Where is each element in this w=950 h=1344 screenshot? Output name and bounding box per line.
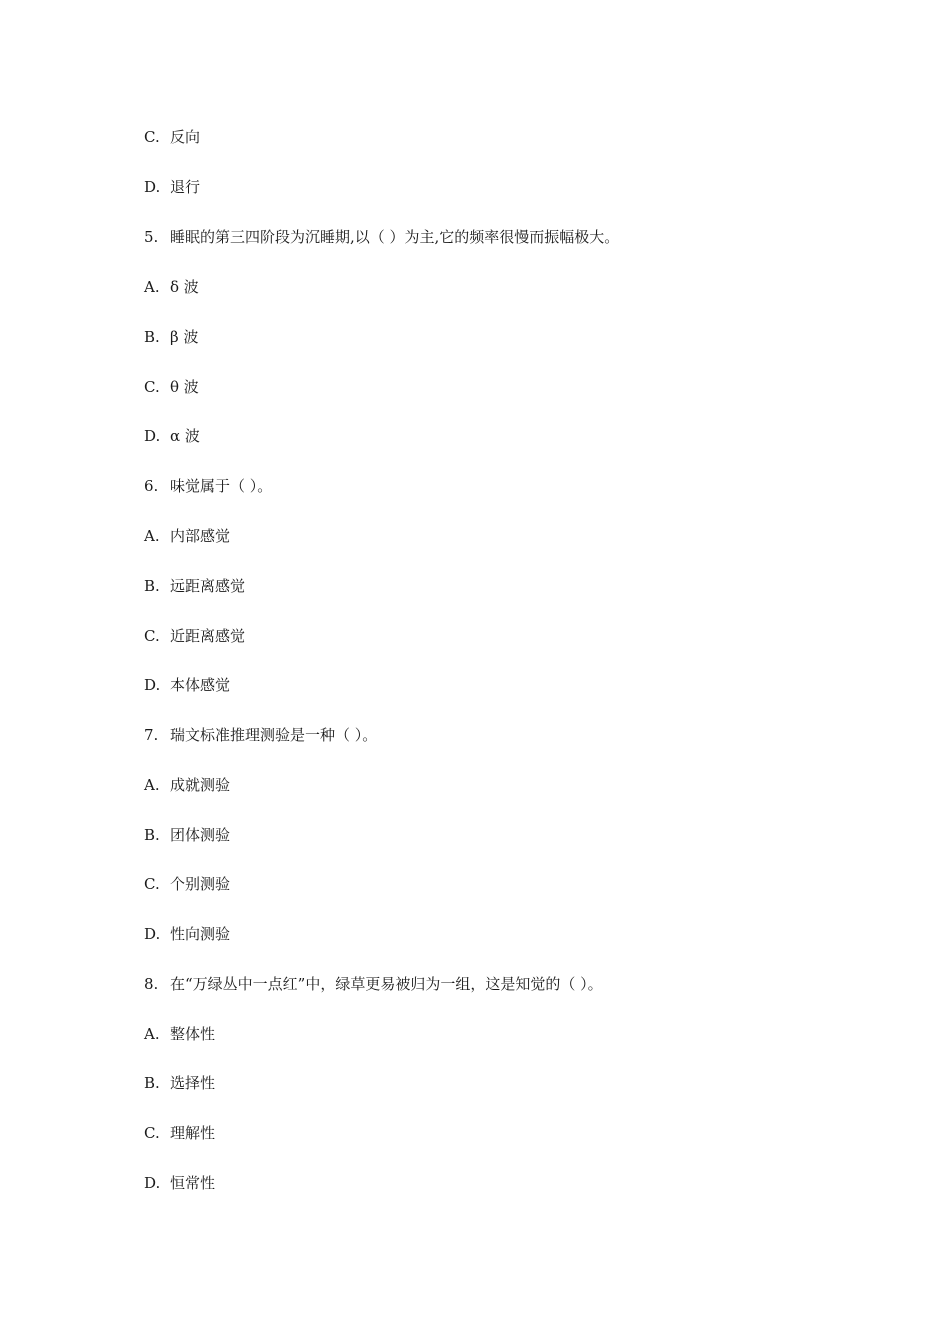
option-text: 整体性 [170, 1025, 216, 1043]
option-line [144, 775, 230, 795]
question-line [144, 476, 272, 496]
question-number: 6. [144, 477, 159, 495]
option-line [144, 127, 200, 147]
option-line [144, 177, 200, 197]
option-text: δ 波 [170, 278, 199, 296]
option-marker: B. [144, 328, 160, 346]
option-marker: C. [144, 627, 160, 645]
question-line [144, 227, 619, 247]
option-text: 本体感觉 [170, 676, 231, 694]
option-line [144, 526, 230, 546]
option-marker: D. [144, 676, 161, 694]
question-line [144, 974, 603, 994]
option-line [144, 426, 200, 446]
option-marker: D. [144, 427, 161, 445]
option-text: β 波 [170, 328, 199, 346]
option-text: 性向测验 [170, 925, 231, 943]
question-number: 7. [144, 726, 159, 744]
option-line [144, 874, 230, 894]
option-text: 团体测验 [170, 826, 231, 844]
option-text: 退行 [170, 178, 201, 196]
option-marker: C. [144, 128, 160, 146]
option-line [144, 576, 245, 596]
option-text: 个别测验 [170, 875, 231, 893]
option-line [144, 1173, 215, 1193]
option-line [144, 1123, 215, 1143]
option-line [144, 277, 199, 297]
option-line [144, 924, 230, 944]
option-marker: A. [144, 776, 160, 794]
option-text: 远距离感觉 [170, 577, 246, 595]
option-marker: B. [144, 826, 160, 844]
option-marker: C. [144, 875, 160, 893]
question-text: 睡眠的第三四阶段为沉睡期,以（ ）为主,它的频率很慢而振幅极大。 [170, 228, 620, 246]
option-text: 反向 [170, 128, 201, 146]
option-marker: D. [144, 1174, 161, 1192]
question-text: 味觉属于（ ）。 [170, 477, 273, 495]
option-line [144, 626, 245, 646]
option-marker: A. [144, 278, 160, 296]
option-text: 恒常性 [170, 1174, 216, 1192]
option-marker: A. [144, 527, 160, 545]
option-marker: D. [144, 178, 161, 196]
option-text: 内部感觉 [170, 527, 231, 545]
question-number: 8. [144, 975, 159, 993]
option-marker: B. [144, 1074, 160, 1092]
option-line [144, 1024, 215, 1044]
option-text: 成就测验 [170, 776, 231, 794]
option-marker: D. [144, 925, 161, 943]
question-number: 5. [144, 228, 159, 246]
option-line [144, 675, 230, 695]
option-marker: C. [144, 378, 160, 396]
option-line [144, 327, 198, 347]
option-line [144, 377, 199, 397]
question-line [144, 725, 377, 745]
option-marker: C. [144, 1124, 160, 1142]
option-text: α 波 [170, 427, 200, 445]
question-text: 瑞文标准推理测验是一种（ ）。 [170, 726, 378, 744]
option-text: 近距离感觉 [170, 627, 246, 645]
question-text: 在“万绿丛中一点红”中，绿草更易被归为一组，这是知觉的（ ）。 [170, 975, 603, 993]
option-text: θ 波 [170, 378, 199, 396]
option-text: 选择性 [170, 1074, 216, 1092]
option-text: 理解性 [170, 1124, 216, 1142]
option-marker: B. [144, 577, 160, 595]
option-line [144, 825, 230, 845]
option-line [144, 1073, 215, 1093]
option-marker: A. [144, 1025, 160, 1043]
